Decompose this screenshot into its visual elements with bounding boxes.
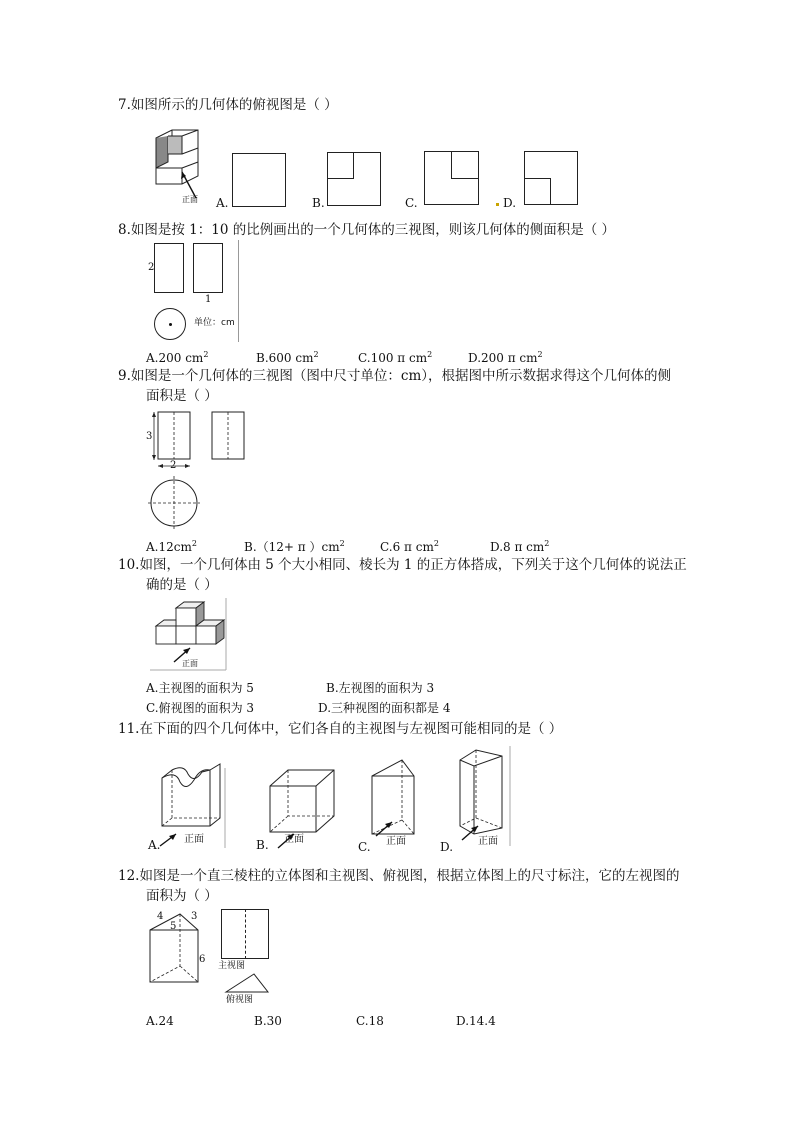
q12-main-view-dashed-line <box>245 909 246 959</box>
q8-main-view <box>154 243 184 293</box>
q9-dim-height: 3 <box>146 431 153 442</box>
q10-option-a[interactable]: A.主视图的面积为 5 <box>146 681 254 695</box>
q8-option-b[interactable]: B.600 $cm^2$ <box>256 350 319 365</box>
q9-option-b[interactable]: B.（12+ π ）$cm^2$ <box>244 539 345 554</box>
q7-option-b-inner-square <box>327 152 354 179</box>
q8-unit-label: 单位：cm <box>194 318 235 328</box>
q12-option-d[interactable]: D.14.4 <box>456 1014 496 1028</box>
q10-stem-line1: 10.如图，一个几何体由 5 个大小相同、棱长为 1 的正方体搭成，下列关于这个几何体的说法正 <box>118 557 687 573</box>
q7-option-a[interactable]: A. <box>216 196 229 210</box>
q12-stem-line1: 12.如图是一个直三棱柱的立体图和主视图、俯视图，根据立体图上的尺寸标注，它的左视图的 <box>118 868 680 884</box>
q10-option-b[interactable]: B.左视图的面积为 3 <box>326 681 435 695</box>
q11-front-label-d: 正面 <box>478 836 498 847</box>
q11-option-d[interactable]: D. <box>440 840 454 854</box>
q12-option-b[interactable]: B.30 <box>254 1014 282 1028</box>
q7-option-d-inner-square <box>524 178 551 205</box>
q7-option-c[interactable]: C. <box>405 196 418 210</box>
q9-stem-line1: 9.如图是一个几何体的三视图（图中尺寸单位：cm），根据图中所示数据求得这个几何体的侧 <box>118 368 671 384</box>
q12-option-a[interactable]: A.24 <box>146 1014 174 1028</box>
q12-dim-4: 4 <box>157 911 164 922</box>
q8-option-d[interactable]: D.200 π $cm^2$ <box>468 350 543 365</box>
q11-front-label-a: 正面 <box>184 834 204 845</box>
q7-option-d[interactable]: D. <box>503 196 517 210</box>
q12-dim-6: 6 <box>199 954 206 965</box>
q9-views-figure <box>146 408 256 528</box>
q12-main-view-label: 主视图 <box>218 961 246 971</box>
q7-front-label: 正面 <box>182 195 198 204</box>
q10-stem-line2: 确的是（ ） <box>146 577 218 593</box>
q9-dim-width: 2 <box>170 460 177 471</box>
q12-dim-5: 5 <box>170 921 177 932</box>
q12-stem-line2: 面积为（ ） <box>146 888 218 904</box>
q11-option-a[interactable]: A. <box>148 838 161 852</box>
q8-option-a[interactable]: A.200 $cm^2$ <box>146 350 209 365</box>
q9-option-c[interactable]: C.6 π $cm^2$ <box>380 539 439 554</box>
q12-prism-figure <box>146 910 212 986</box>
q10-front-label: 正面 <box>182 659 198 668</box>
q9-option-d[interactable]: D.8 π $cm^2$ <box>490 539 550 554</box>
q12-top-view <box>224 972 270 994</box>
q7-option-c-inner-square <box>451 151 479 179</box>
q11-front-label-c: 正面 <box>386 836 406 847</box>
q8-stem: 8.如图是按 1：10 的比例画出的一个几何体的三视图，则该几何体的侧面积是（ ） <box>118 222 616 238</box>
q11-option-b[interactable]: B. <box>256 838 269 852</box>
q11-option-c[interactable]: C. <box>358 840 371 854</box>
q11-option-d-figure <box>454 746 514 846</box>
q7-option-a-figure <box>232 153 286 207</box>
q8-frame-line <box>238 240 239 342</box>
q12-dim-3: 3 <box>191 911 198 922</box>
q10-option-c[interactable]: C.俯视图的面积为 3 <box>146 701 255 715</box>
q10-option-d[interactable]: D.三种视图的面积都是 4 <box>318 701 451 715</box>
q8-option-c[interactable]: C.100 π $cm^2$ <box>358 350 433 365</box>
q12-top-view-label: 俯视图 <box>226 995 254 1005</box>
q9-stem-line2: 面积是（ ） <box>146 388 218 404</box>
q7-option-b[interactable]: B. <box>312 196 325 210</box>
q8-dim-bottom: 1 <box>205 294 212 305</box>
q11-stem: 11.在下面的四个几何体中，它们各自的主视图与左视图可能相同的是（ ） <box>118 721 563 737</box>
q8-dim-left: 2 <box>148 262 155 273</box>
q8-circle-center <box>169 323 172 326</box>
q12-option-c[interactable]: C.18 <box>356 1014 384 1028</box>
q7-mark-dot <box>496 203 499 206</box>
q11-front-label-b: 正面 <box>284 834 304 845</box>
q7-solid-figure <box>148 126 208 208</box>
q11-option-c-arrow <box>374 818 398 838</box>
q8-left-view <box>193 243 223 293</box>
q7-stem: 7.如图所示的几何体的俯视图是（ ） <box>118 97 338 113</box>
q9-option-a[interactable]: $A.12cm^2$ <box>146 539 197 554</box>
